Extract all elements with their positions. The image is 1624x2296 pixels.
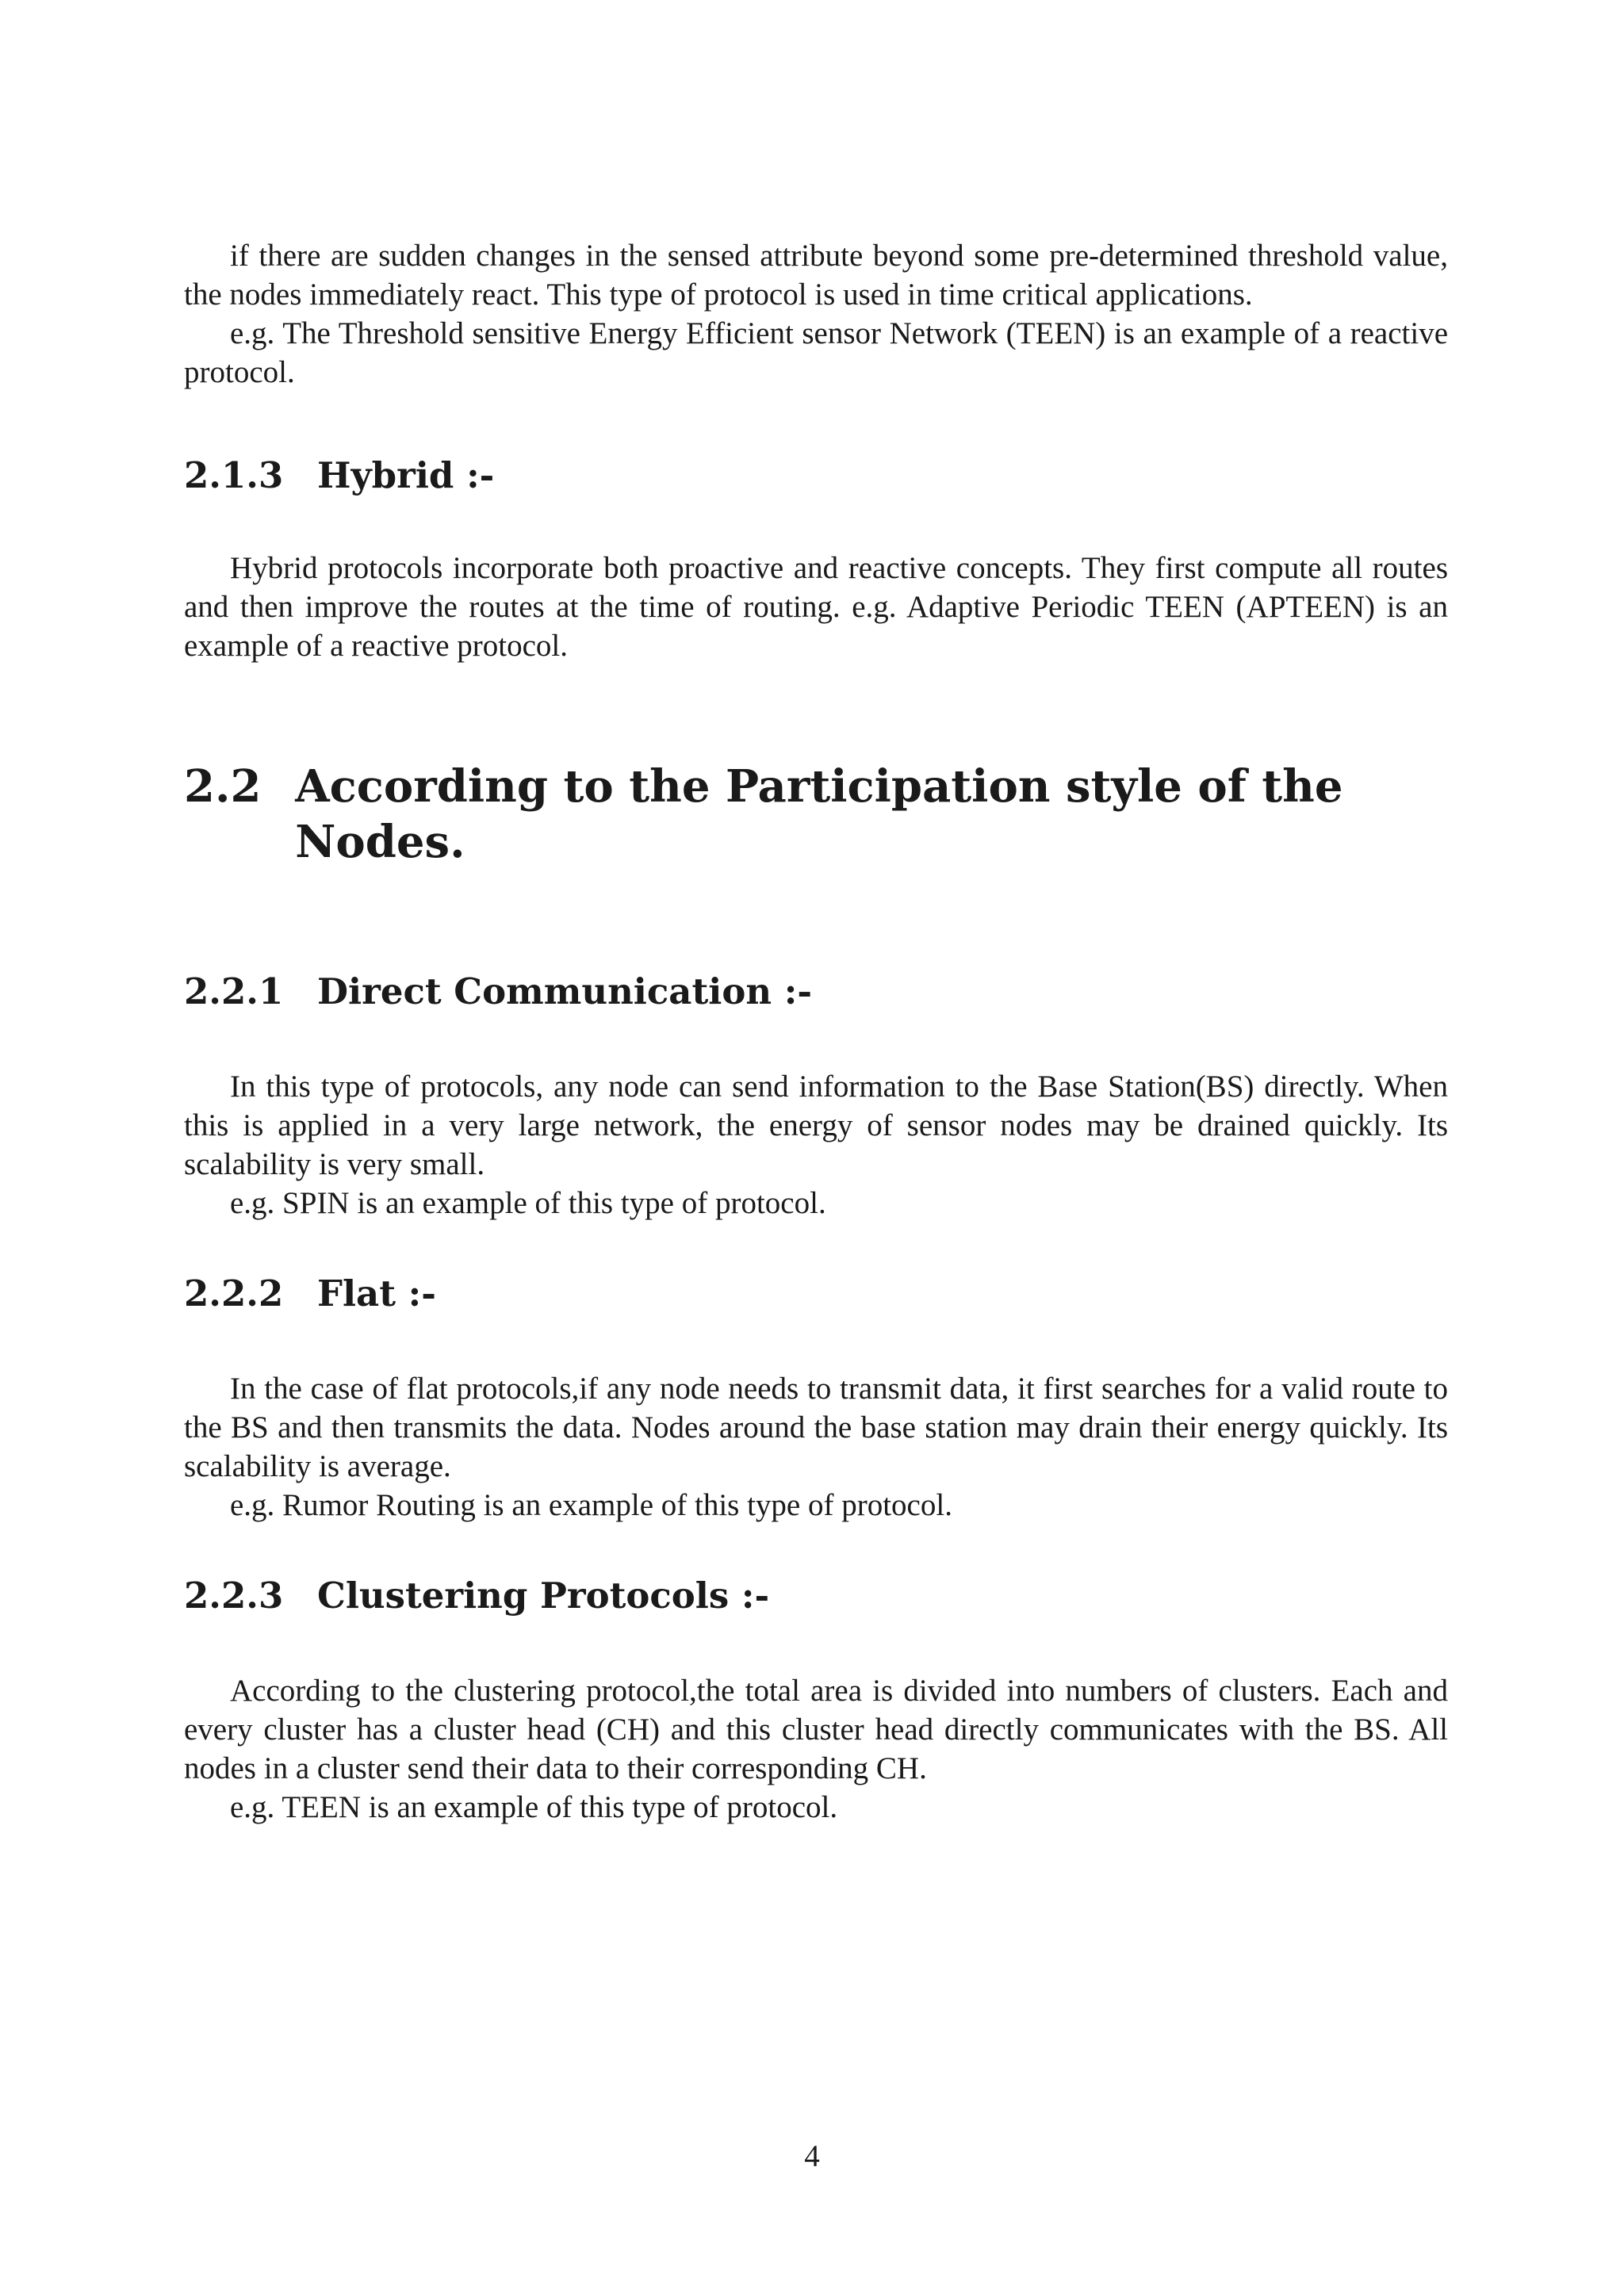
page-body	[184, 236, 1448, 1827]
hybrid-paragraph: Hybrid protocols incorporate both proactive and reactive concepts. They first compute all routes and then improve the routes at the time of routing. e.g. Adaptive Periodic TEEN (APTEEN) is an example of a reactive protocol.	[184, 551, 1448, 663]
subsection-number: 2.2.2	[184, 1272, 284, 1314]
subsection-number: 2.2.3	[184, 1575, 284, 1617]
section-heading-participation-style	[184, 759, 1448, 870]
flat-example: e.g. Rumor Routing is an example of this type of protocol.	[230, 1488, 952, 1522]
subsection-title: Hybrid :-	[317, 454, 495, 496]
subsection-heading-clustering-protocols	[184, 1574, 1448, 1618]
section-number: 2.2	[184, 760, 262, 813]
subsection-number: 2.1.3	[184, 454, 284, 496]
subsection-title: Clustering Protocols :-	[317, 1575, 770, 1617]
intro-paragraph: if there are sudden changes in the sensed attribute beyond some pre-determined threshold value, the nodes immediately react. This type of protocol is used in time critical applications.	[184, 239, 1448, 312]
clustering-paragraph: According to the clustering protocol,the total area is divided into numbers of clusters. Each and every cluster has a cluster head (CH) and this cluster head directly communicates with the BS. All nodes in a cluster send their data to their corresponding CH.	[184, 1674, 1448, 1785]
subsection-title: Direct Communication :-	[317, 970, 813, 1012]
flat-paragraph: In the case of flat protocols,if any node needs to transmit data, it first searches for a valid route to the BS and then transmits the data. Nodes around the base station may drain their energy quickly. Its scalability is average.	[184, 1372, 1448, 1483]
subsection-heading-direct-communication	[184, 970, 1448, 1014]
subsection-heading-flat	[184, 1272, 1448, 1316]
direct-communication-paragraph: In this type of protocols, any node can send information to the Base Station(BS) directly. When this is applied in a very large network, the energy of sensor nodes may be drained quickly. Its scalability is very small.	[184, 1070, 1448, 1181]
section-title: According to the Participation style of the Nodes.	[295, 760, 1343, 868]
subsection-heading-hybrid	[184, 453, 1448, 498]
page-number: 4	[804, 2139, 820, 2173]
intro-example: e.g. The Threshold sensitive Energy Efficient sensor Network (TEEN) is an example of a reactive protocol.	[184, 316, 1448, 389]
subsection-title: Flat :-	[317, 1272, 436, 1314]
subsection-number: 2.2.1	[184, 970, 284, 1012]
direct-communication-example: e.g. SPIN is an example of this type of protocol.	[230, 1186, 826, 1220]
clustering-example: e.g. TEEN is an example of this type of protocol.	[230, 1790, 838, 1824]
